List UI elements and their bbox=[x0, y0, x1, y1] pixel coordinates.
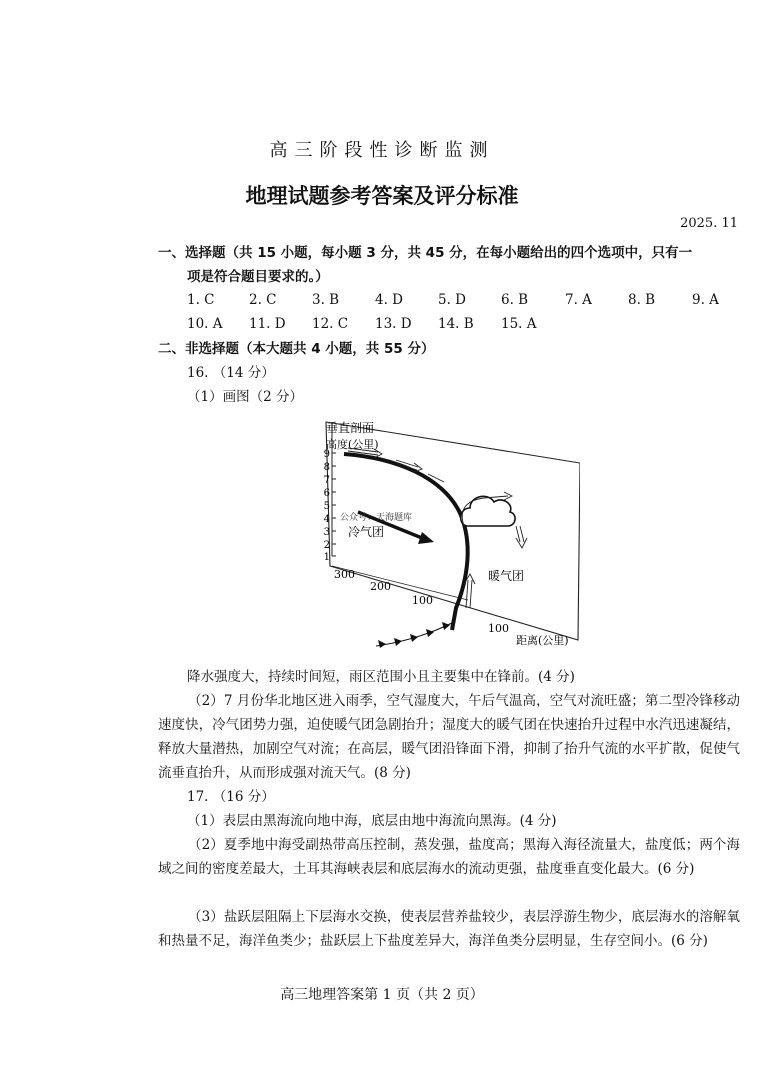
y-tick: 7 bbox=[323, 475, 330, 486]
answer-item: 5. D bbox=[438, 292, 466, 308]
section2-title: 二、非选择题（本大题共 4 小题，共 55 分） bbox=[158, 341, 435, 357]
answer-item: 6. B bbox=[501, 292, 529, 308]
height-label: 高度(公里) bbox=[326, 438, 379, 451]
answer-item: 2. C bbox=[249, 292, 277, 308]
distance-label: 距离(公里) bbox=[516, 634, 569, 647]
x-tick: 200 bbox=[370, 580, 391, 593]
y-tick: 1 bbox=[323, 552, 330, 563]
watermark: 公众号：天海题库 bbox=[340, 513, 413, 523]
x-tick: 300 bbox=[334, 568, 355, 581]
answer-item: 7. A bbox=[565, 292, 592, 308]
answers-row-2 bbox=[187, 316, 747, 336]
q17-part2: （2）夏季地中海受副热带高压控制，蒸发强，盐度高；黑海入海径流量大，盐度低；两个海域之间的密度差最大，土耳其海峡表层和底层海水的流动更强，盐度垂直变化最大。(6 分) bbox=[158, 837, 740, 877]
panel-label: 垂直剖面 bbox=[326, 421, 375, 435]
document-date: 2025. 11 bbox=[680, 216, 738, 231]
section1-title-cont: 项是符合题目要求的。） bbox=[187, 269, 329, 285]
q17-part3: （3）盐跃层阻隔上下层海水交换，使表层营养盐较少，表层浮游生物少，底层海水的溶解氧和热量不足，海洋鱼类少；盐跃层上下盐度差异大，海洋鱼类分层明显，生存空间小。(6 分) bbox=[158, 909, 740, 949]
cloud-icon bbox=[461, 496, 515, 526]
x-tick: 100 bbox=[412, 594, 433, 607]
q17-part1: （1）表层由黑海流向地中海，底层由地中海流向黑海。(4 分) bbox=[187, 813, 557, 829]
answer-item: 1. C bbox=[187, 292, 215, 308]
cold-air-label: 冷气团 bbox=[348, 525, 385, 539]
y-tick: 4 bbox=[323, 514, 330, 525]
answers-row-1 bbox=[187, 292, 747, 312]
answer-item: 15. A bbox=[501, 316, 537, 332]
q17-label: 17. （16 分） bbox=[187, 789, 275, 805]
answer-item: 3. B bbox=[312, 292, 340, 308]
q16-label: 16. （14 分） bbox=[187, 365, 275, 381]
warm-air-label: 暖气团 bbox=[488, 569, 525, 583]
answer-item: 9. A bbox=[692, 292, 719, 308]
answer-item: 4. D bbox=[375, 292, 403, 308]
exam-heading: 高三阶段性诊断监测 bbox=[269, 140, 495, 161]
y-tick: 5 bbox=[323, 501, 330, 512]
y-tick: 3 bbox=[323, 527, 330, 538]
y-tick: 2 bbox=[323, 540, 330, 551]
right-tick: 100 bbox=[488, 622, 509, 635]
document-title: 地理试题参考答案及评分标准 bbox=[245, 184, 519, 208]
cold-front-surface bbox=[344, 454, 468, 630]
answer-item: 11. D bbox=[249, 316, 286, 332]
answer-item: 12. C bbox=[312, 316, 349, 332]
answer-item: 10. A bbox=[187, 316, 223, 332]
answer-item: 13. D bbox=[375, 316, 412, 332]
y-tick: 8 bbox=[323, 462, 330, 473]
answer-item: 8. B bbox=[628, 292, 656, 308]
section1-title: 一、选择题（共 15 小题，每小题 3 分，共 45 分，在每小题给出的四个选项中，只有一 bbox=[158, 245, 693, 261]
y-tick: 6 bbox=[323, 488, 330, 499]
q16-part1-text: 降水强度大，持续时间短，雨区范围小且主要集中在锋前。(4 分) bbox=[187, 669, 575, 685]
q16-part2: （2）7 月份华北地区进入雨季，空气湿度大，午后气温高，空气对流旺盛；第二型冷锋移动速度快，冷气团势力强，迫使暖气团急剧抬升；湿度大的暖气团在快速抬升过程中水汽迅速凝结，释放大量潜热，加剧空气对流；在高层，暖气团沿锋面下滑，抑制了抬升气流的水平扩散，促使气流垂直抬升，从而形成强对流天气。(8 分) bbox=[158, 693, 740, 781]
answer-item: 14. B bbox=[438, 316, 474, 332]
y-tick: 9 bbox=[323, 449, 330, 460]
cold-front-diagram bbox=[318, 408, 580, 656]
page-footer: 高三地理答案第 1 页（共 2 页） bbox=[280, 987, 484, 1003]
q16-part1: （1）画图（2 分） bbox=[187, 389, 303, 405]
